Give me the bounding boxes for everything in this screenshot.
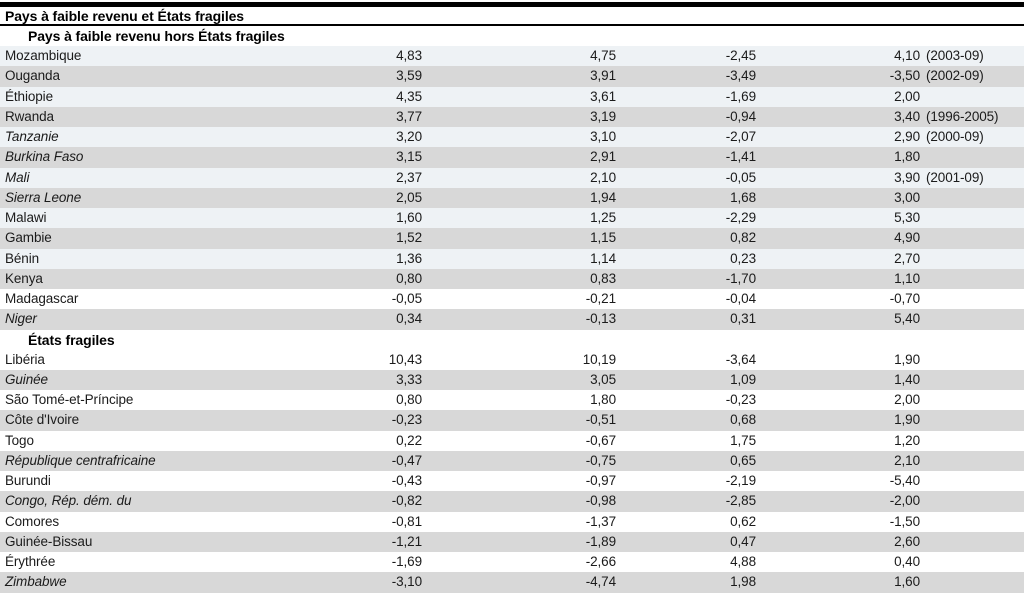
value-col-2: -0,67 <box>585 432 616 448</box>
period-note <box>920 451 1024 471</box>
value-col-2: -0,98 <box>585 493 616 509</box>
value-col-3: -3,49 <box>725 68 756 84</box>
value-col-1: 4,83 <box>396 48 422 63</box>
country-name: Ouganda <box>5 68 60 84</box>
value-col-4: 2,60 <box>894 533 920 549</box>
period-note <box>920 491 1024 511</box>
value-col-1: -0,81 <box>391 513 422 529</box>
value-col-3: -2,85 <box>725 493 756 509</box>
value-col-4: 2,00 <box>894 88 920 104</box>
value-col-2: -1,89 <box>585 533 616 549</box>
value-col-3: -0,94 <box>725 108 756 124</box>
value-col-3: -2,45 <box>725 48 756 63</box>
value-col-1: 0,80 <box>396 392 422 407</box>
value-col-1: 3,15 <box>396 149 422 165</box>
table-row <box>0 87 1024 107</box>
table-row <box>0 127 1024 147</box>
value-col-4: 2,10 <box>894 452 920 468</box>
period-note: (2001-09) <box>926 169 984 185</box>
value-col-3: -1,69 <box>725 88 756 104</box>
value-col-4: 1,20 <box>894 432 920 448</box>
table-row <box>0 249 1024 269</box>
period-note <box>920 309 1024 329</box>
value-col-3: 0,68 <box>730 412 756 428</box>
period-note <box>920 552 1024 572</box>
period-note <box>920 147 1024 167</box>
value-col-1: 10,43 <box>388 351 422 367</box>
value-col-2: 1,80 <box>590 392 616 407</box>
period-note <box>920 228 1024 248</box>
table-row <box>0 471 1024 491</box>
value-col-4: -2,00 <box>889 493 920 509</box>
table-row <box>0 269 1024 289</box>
value-col-3: 0,23 <box>730 250 756 266</box>
value-col-3: 4,88 <box>730 554 756 569</box>
value-col-2: -1,37 <box>585 513 616 529</box>
value-col-2: -0,21 <box>585 291 616 306</box>
value-col-1: 3,20 <box>396 129 422 144</box>
country-name: Congo, Rép. dém. du <box>5 493 132 509</box>
value-col-3: -2,19 <box>725 473 756 488</box>
table-row <box>0 350 1024 370</box>
period-note <box>920 572 1024 592</box>
value-col-1: 2,37 <box>396 169 422 185</box>
value-col-1: -0,23 <box>391 412 422 428</box>
value-col-3: 0,65 <box>730 452 756 468</box>
table-row <box>0 491 1024 511</box>
value-col-2: 3,91 <box>590 68 616 84</box>
value-col-4: 0,40 <box>894 554 920 569</box>
country-name: Rwanda <box>5 108 54 124</box>
period-note: (2000-09) <box>926 129 984 144</box>
section-header: États fragiles <box>0 330 1024 350</box>
value-col-3: -0,05 <box>725 169 756 185</box>
value-col-2: 4,75 <box>590 48 616 63</box>
country-name: Sierra Leone <box>5 189 82 205</box>
table-row <box>0 512 1024 532</box>
country-name: Mozambique <box>5 48 82 63</box>
value-col-4: -1,50 <box>889 513 920 529</box>
table-row <box>0 228 1024 248</box>
value-col-3: -1,70 <box>725 270 756 286</box>
value-col-1: 1,36 <box>396 250 422 266</box>
period-note <box>920 269 1024 289</box>
value-col-3: 1,75 <box>730 432 756 448</box>
value-col-1: -0,05 <box>391 291 422 306</box>
value-col-4: 1,90 <box>894 412 920 428</box>
value-col-3: 0,62 <box>730 513 756 529</box>
value-col-2: 2,10 <box>590 169 616 185</box>
period-note <box>920 249 1024 269</box>
value-col-1: 4,35 <box>396 88 422 104</box>
country-name: Niger <box>5 311 37 327</box>
value-col-1: -0,43 <box>391 473 422 488</box>
value-col-3: -0,04 <box>725 291 756 306</box>
period-note <box>920 289 1024 309</box>
value-col-1: 0,22 <box>396 432 422 448</box>
table-row <box>0 572 1024 592</box>
value-col-3: -2,29 <box>725 210 756 225</box>
country-name: Malawi <box>5 210 47 225</box>
table-row <box>0 532 1024 552</box>
value-col-1: 2,05 <box>396 189 422 205</box>
country-name: Madagascar <box>5 291 79 306</box>
value-col-1: 0,80 <box>396 270 422 286</box>
country-name: Libéria <box>5 351 45 367</box>
country-name: Guinée-Bissau <box>5 533 93 549</box>
value-col-4: 2,70 <box>894 250 920 266</box>
country-name: Gambie <box>5 230 52 246</box>
table-row <box>0 552 1024 572</box>
value-col-1: -1,21 <box>391 533 422 549</box>
country-name: Bénin <box>5 250 40 266</box>
section-header: Pays à faible revenu hors États fragiles <box>0 26 1024 46</box>
country-name: Côte d'Ivoire <box>5 412 80 428</box>
value-col-3: 1,98 <box>730 574 756 590</box>
value-col-3: 1,09 <box>730 371 756 387</box>
period-note <box>920 350 1024 370</box>
value-col-2: 10,19 <box>582 351 616 367</box>
value-col-1: 0,34 <box>396 311 422 327</box>
value-col-1: -1,69 <box>391 554 422 569</box>
value-col-2: 1,14 <box>590 250 616 266</box>
value-col-4: -0,70 <box>889 291 920 306</box>
table-row <box>0 208 1024 228</box>
country-name: Burundi <box>5 473 51 488</box>
country-name: Érythrée <box>5 554 56 569</box>
country-name: Tanzanie <box>5 129 59 144</box>
period-note: (1996-2005) <box>926 108 999 124</box>
table-row <box>0 188 1024 208</box>
value-col-4: 2,90 <box>894 129 920 144</box>
period-note <box>920 87 1024 107</box>
table-row <box>0 46 1024 66</box>
country-name: République centrafricaine <box>5 452 156 468</box>
country-name: Guinée <box>5 371 48 387</box>
period-note <box>920 512 1024 532</box>
value-col-4: 2,00 <box>894 392 920 407</box>
value-col-2: 1,94 <box>590 189 616 205</box>
value-col-3: 0,82 <box>730 230 756 246</box>
table-row <box>0 107 1024 127</box>
table-row <box>0 410 1024 430</box>
table-title: Pays à faible revenu et États fragiles <box>0 7 1024 26</box>
value-col-3: -0,23 <box>725 392 756 407</box>
value-col-1: -0,82 <box>391 493 422 509</box>
value-col-3: 1,68 <box>730 189 756 205</box>
value-col-2: 2,91 <box>590 149 616 165</box>
value-col-2: 3,19 <box>590 108 616 124</box>
value-col-2: -4,74 <box>585 574 616 590</box>
value-col-2: 0,83 <box>590 270 616 286</box>
table-row <box>0 370 1024 390</box>
value-col-4: 1,60 <box>894 574 920 590</box>
value-col-2: 1,15 <box>590 230 616 246</box>
value-col-3: -3,64 <box>725 351 756 367</box>
period-note <box>920 208 1024 228</box>
period-note <box>920 410 1024 430</box>
table-body <box>0 26 1024 593</box>
value-col-2: 3,05 <box>590 371 616 387</box>
country-name: São Tomé-et-Príncipe <box>5 392 134 407</box>
value-col-4: 4,90 <box>894 230 920 246</box>
value-col-4: 1,90 <box>894 351 920 367</box>
value-col-1: 3,77 <box>396 108 422 124</box>
value-col-1: -0,47 <box>391 452 422 468</box>
value-col-4: -5,40 <box>889 473 920 488</box>
value-col-3: 0,47 <box>730 533 756 549</box>
value-col-4: 1,40 <box>894 371 920 387</box>
country-name: Mali <box>5 169 30 185</box>
table-row <box>0 451 1024 471</box>
value-col-2: 1,25 <box>590 210 616 225</box>
period-note: (2002-09) <box>926 68 984 84</box>
period-note <box>920 431 1024 451</box>
country-name: Comores <box>5 513 60 529</box>
value-col-4: 3,00 <box>894 189 920 205</box>
value-col-2: 3,10 <box>590 129 616 144</box>
value-col-1: 1,60 <box>396 210 422 225</box>
table-row <box>0 309 1024 329</box>
value-col-4: 4,10 <box>894 48 920 63</box>
period-note <box>920 532 1024 552</box>
value-col-1: 3,33 <box>396 371 422 387</box>
table-row <box>0 390 1024 410</box>
value-col-2: -0,75 <box>585 452 616 468</box>
period-note: (2003-09) <box>926 48 984 63</box>
value-col-4: 5,40 <box>894 311 920 327</box>
period-note <box>920 390 1024 410</box>
value-col-1: 1,52 <box>396 230 422 246</box>
country-name: Kenya <box>5 270 43 286</box>
table-row <box>0 66 1024 86</box>
country-name: Burkina Faso <box>5 149 84 165</box>
table-row <box>0 168 1024 188</box>
value-col-4: 5,30 <box>894 210 920 225</box>
value-col-2: -0,13 <box>585 311 616 327</box>
value-col-2: 3,61 <box>590 88 616 104</box>
table-row <box>0 431 1024 451</box>
period-note <box>920 188 1024 208</box>
period-note <box>920 471 1024 491</box>
value-col-4: 3,40 <box>894 108 920 124</box>
value-col-2: -0,97 <box>585 473 616 488</box>
country-name: Zimbabwe <box>5 574 67 590</box>
value-col-3: 0,31 <box>730 311 756 327</box>
value-col-1: -3,10 <box>391 574 422 590</box>
country-name: Éthiopie <box>5 88 53 104</box>
value-col-4: 3,90 <box>894 169 920 185</box>
table-row <box>0 289 1024 309</box>
period-note <box>920 370 1024 390</box>
value-col-1: 3,59 <box>396 68 422 84</box>
value-col-4: 1,80 <box>894 149 920 165</box>
value-col-4: -3,50 <box>889 68 920 84</box>
value-col-2: -2,66 <box>585 554 616 569</box>
table-row <box>0 147 1024 167</box>
value-col-3: -1,41 <box>725 149 756 165</box>
country-name: Togo <box>5 432 34 448</box>
value-col-3: -2,07 <box>725 129 756 144</box>
value-col-2: -0,51 <box>585 412 616 428</box>
value-col-4: 1,10 <box>894 270 920 286</box>
